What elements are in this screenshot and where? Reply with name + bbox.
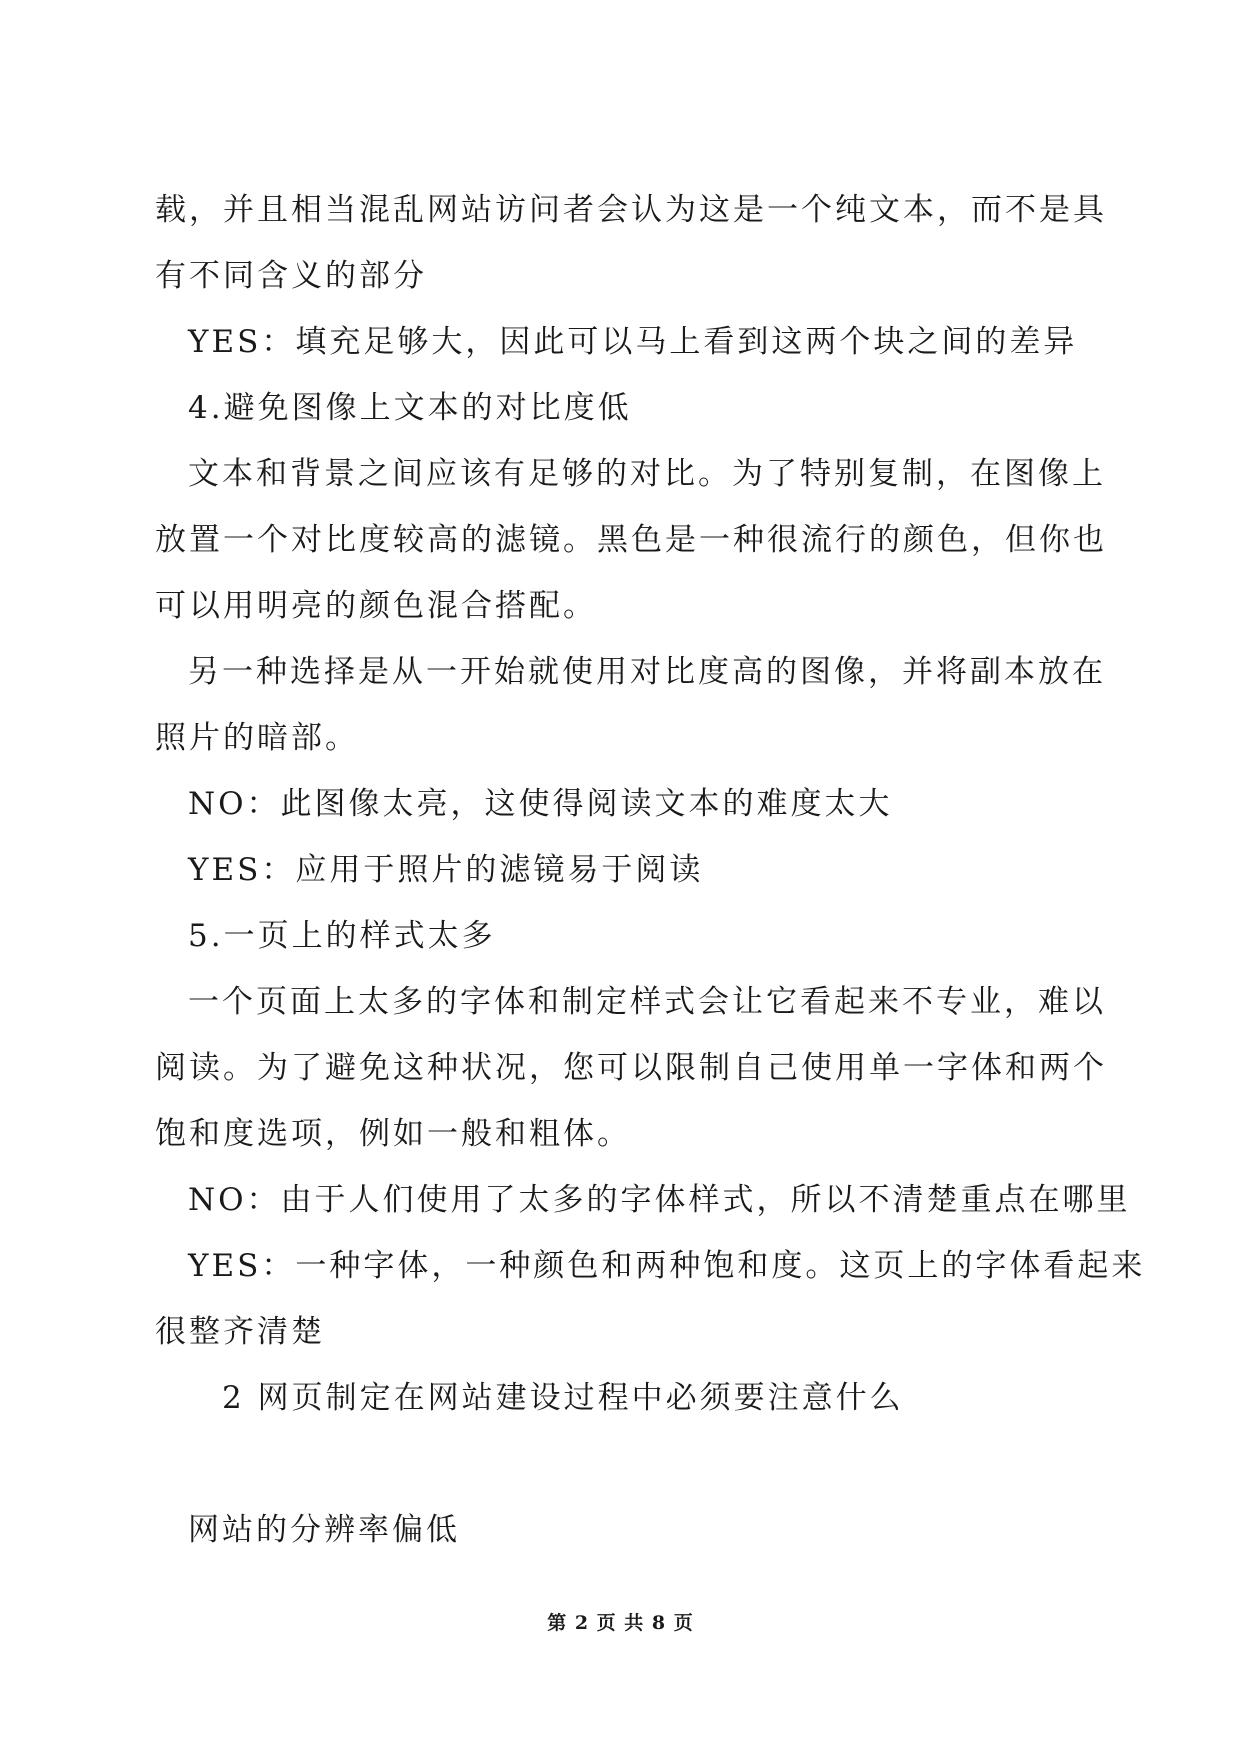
paragraph-line: YES：填充足够大，因此可以马上看到这两个块之间的差异 xyxy=(188,324,1078,360)
paragraph-line: 放置一个对比度较高的滤镜。黑色是一种很流行的颜色，但你也 xyxy=(155,522,1107,558)
section-heading: 2 网页制定在网站建设过程中必须要注意什么 xyxy=(222,1380,904,1416)
paragraph-line: 载，并且相当混乱网站访问者会认为这是一个纯文本，而不是具 xyxy=(155,192,1107,228)
page-number-footer: 第 2 页 共 8 页 xyxy=(547,1612,694,1634)
paragraph-line: NO：由于人们使用了太多的字体样式，所以不清楚重点在哪里 xyxy=(188,1182,1131,1218)
paragraph-line: 另一种选择是从一开始就使用对比度高的图像，并将副本放在 xyxy=(188,654,1106,690)
paragraph-line: NO：此图像太亮，这使得阅读文本的难度太大 xyxy=(188,786,893,822)
paragraph-line: 文本和背景之间应该有足够的对比。为了特别复制，在图像上 xyxy=(188,456,1106,492)
paragraph-line: 阅读。为了避免这种状况，您可以限制自己使用单一字体和两个 xyxy=(155,1050,1107,1086)
paragraph-line: YES：应用于照片的滤镜易于阅读 xyxy=(188,852,704,888)
paragraph-line: YES：一种字体，一种颜色和两种饱和度。这页上的字体看起来 xyxy=(188,1248,1146,1284)
paragraph-line: 很整齐清楚 xyxy=(155,1314,325,1350)
paragraph-line: 饱和度选项，例如一般和粗体。 xyxy=(155,1116,631,1152)
paragraph-line: 有不同含义的部分 xyxy=(155,258,427,294)
paragraph-line: 照片的暗部。 xyxy=(155,720,359,756)
paragraph-line: 可以用明亮的颜色混合搭配。 xyxy=(155,588,597,624)
paragraph-line: 网站的分辨率偏低 xyxy=(188,1512,460,1548)
section-heading: 4.避免图像上文本的对比度低 xyxy=(188,390,632,426)
paragraph-line: 一个页面上太多的字体和制定样式会让它看起来不专业，难以 xyxy=(188,984,1106,1020)
section-heading: 5.一页上的样式太多 xyxy=(188,918,496,954)
